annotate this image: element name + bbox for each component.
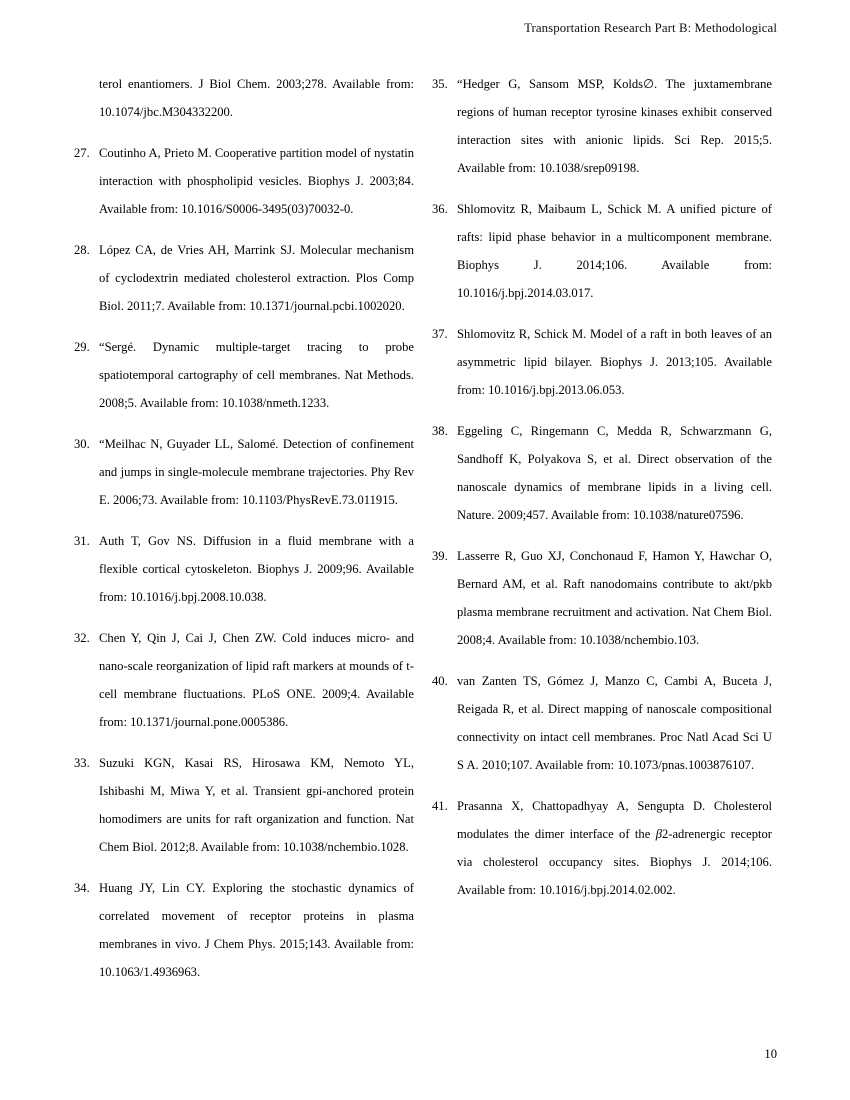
reference-text: Chen Y, Qin J, Cai J, Chen ZW. Cold induces micro- and nano-scale reorganization of lipid raft markers at mounds of t-cell membrane fluctuations. PLoS ONE. 2009;4. Available from: 10.1371/journal.pone.0005386. — [99, 631, 414, 729]
reference-text: Suzuki KGN, Kasai RS, Hirosawa KM, Nemoto YL, Ishibashi M, Miwa Y, et al. Transient gpi-anchored protein homodimers are units for raft organization and function. Nat Chem Biol. 2012;8. Available from: 10.1038/nchembio.1028. — [99, 756, 414, 854]
reference-text: Huang JY, Lin CY. Exploring the stochastic dynamics of correlated movement of receptor proteins in plasma membranes in vivo. J Chem Phys. 2015;143. Available from: 10.1063/1.4936963. — [99, 881, 414, 979]
reference-entry — [432, 542, 772, 654]
reference-number: 31. — [74, 534, 90, 548]
reference-entry — [432, 417, 772, 529]
running-header: Transportation Research Part B: Methodological — [524, 21, 777, 35]
reference-text: Shlomovitz R, Maibaum L, Schick M. A unified picture of rafts: lipid phase behavior in a multicomponent membrane. Biophys J. 2014;106. Available from: 10.1016/j.bpj.2014.03.017. — [457, 202, 772, 300]
reference-number: 27. — [74, 146, 90, 160]
page-number: 10 — [764, 1047, 777, 1061]
reference-text: Auth T, Gov NS. Diffusion in a fluid membrane with a flexible cortical cytoskeleton. Biophys J. 2009;96. Available from: 10.1016/j.bpj.2008.10.038. — [99, 534, 414, 604]
reference-entry — [432, 195, 772, 307]
reference-number: 39. — [432, 549, 448, 563]
reference-text: “Sergé. Dynamic multiple-target tracing to probe spatiotemporal cartography of cell membranes. Nat Methods. 2008;5. Available from: 10.1038/nmeth.1233. — [99, 340, 414, 410]
reference-text: van Zanten TS, Gómez J, Manzo C, Cambi A, Buceta J, Reigada R, et al. Direct mapping of nanoscale compositional connectivity on intact cell membranes. Proc Natl Acad Sci U S A. 2010;107. Available from: 10.1073/pnas.1003876107. — [457, 674, 772, 772]
right-column — [432, 70, 772, 904]
reference-entry — [432, 320, 772, 404]
right-reference-list — [432, 70, 772, 904]
reference-entry — [74, 749, 414, 861]
left-reference-list — [74, 139, 414, 986]
reference-text: Eggeling C, Ringemann C, Medda R, Schwarzmann G, Sandhoff K, Polyakova S, et al. Direct observation of the nanoscale dynamics of membrane lipids in a living cell. Nature. 2009;457. Available from: 10.1038/nature07596. — [457, 424, 772, 522]
two-column-body — [74, 70, 778, 1030]
reference-entry — [432, 70, 772, 182]
reference-number: 33. — [74, 756, 90, 770]
reference-number: 37. — [432, 327, 448, 341]
reference-number: 32. — [74, 631, 90, 645]
reference-entry — [74, 430, 414, 514]
reference-entry — [74, 139, 414, 223]
reference-text: “Meilhac N, Guyader LL, Salomé. Detection of confinement and jumps in single-molecule membrane trajectories. Phy Rev E. 2006;73. Available from: 10.1103/PhysRevE.73.011915. — [99, 437, 414, 507]
reference-entry — [74, 874, 414, 986]
reference-text: Lasserre R, Guo XJ, Conchonaud F, Hamon Y, Hawchar O, Bernard AM, et al. Raft nanodomains contribute to akt/pkb plasma membrane recruitment and activation. Nat Chem Biol. 2008;4. Available from: 10.1038/nchembio.103. — [457, 549, 772, 647]
reference-entry — [74, 236, 414, 320]
reference-number: 35. — [432, 77, 448, 91]
reference-text: López CA, de Vries AH, Marrink SJ. Molecular mechanism of cyclodextrin mediated cholesterol extraction. Plos Comp Biol. 2011;7. Available from: 10.1371/journal.pcbi.1002020. — [99, 243, 414, 313]
reference-text: Shlomovitz R, Schick M. Model of a raft in both leaves of an asymmetric lipid bilayer. Biophys J. 2013;105. Available from: 10.1016/j.bpj.2013.06.053. — [457, 327, 772, 397]
reference-text: Coutinho A, Prieto M. Cooperative partition model of nystatin interaction with phospholipid vesicles. Biophys J. 2003;84. Available from: 10.1016/S0006-3495(03)70032-0. — [99, 146, 414, 216]
reference-number: 30. — [74, 437, 90, 451]
reference-entry — [74, 527, 414, 611]
continued-reference-entry: terol enantiomers. J Biol Chem. 2003;278. Available from: 10.1074/jbc.M304332200. — [99, 77, 414, 119]
reference-entry — [432, 667, 772, 779]
reference-number: 34. — [74, 881, 90, 895]
reference-text: “Hedger G, Sansom MSP, Kolds∅. The juxtamembrane regions of human receptor tyrosine kinases exhibit conserved interaction sites with anionic lipids. Sci Rep. 2015;5. Available from: 10.1038/srep09198. — [457, 77, 772, 175]
reference-entry — [432, 792, 772, 904]
reference-number: 28. — [74, 243, 90, 257]
reference-number: 29. — [74, 340, 90, 354]
left-column — [74, 70, 414, 986]
reference-text: Prasanna X, Chattopadhyay A, Sengupta D. Cholesterol modulates the dimer interface of the β2-adrenergic receptor via cholesterol occupancy sites. Biophys J. 2014;106. Available from: 10.1016/j.bpj.2014.02.002. — [457, 799, 772, 897]
reference-number: 38. — [432, 424, 448, 438]
reference-number: 41. — [432, 799, 448, 813]
reference-entry — [74, 624, 414, 736]
reference-entry — [74, 333, 414, 417]
reference-number: 40. — [432, 674, 448, 688]
greek-beta-symbol: β — [655, 827, 662, 841]
reference-number: 36. — [432, 202, 448, 216]
